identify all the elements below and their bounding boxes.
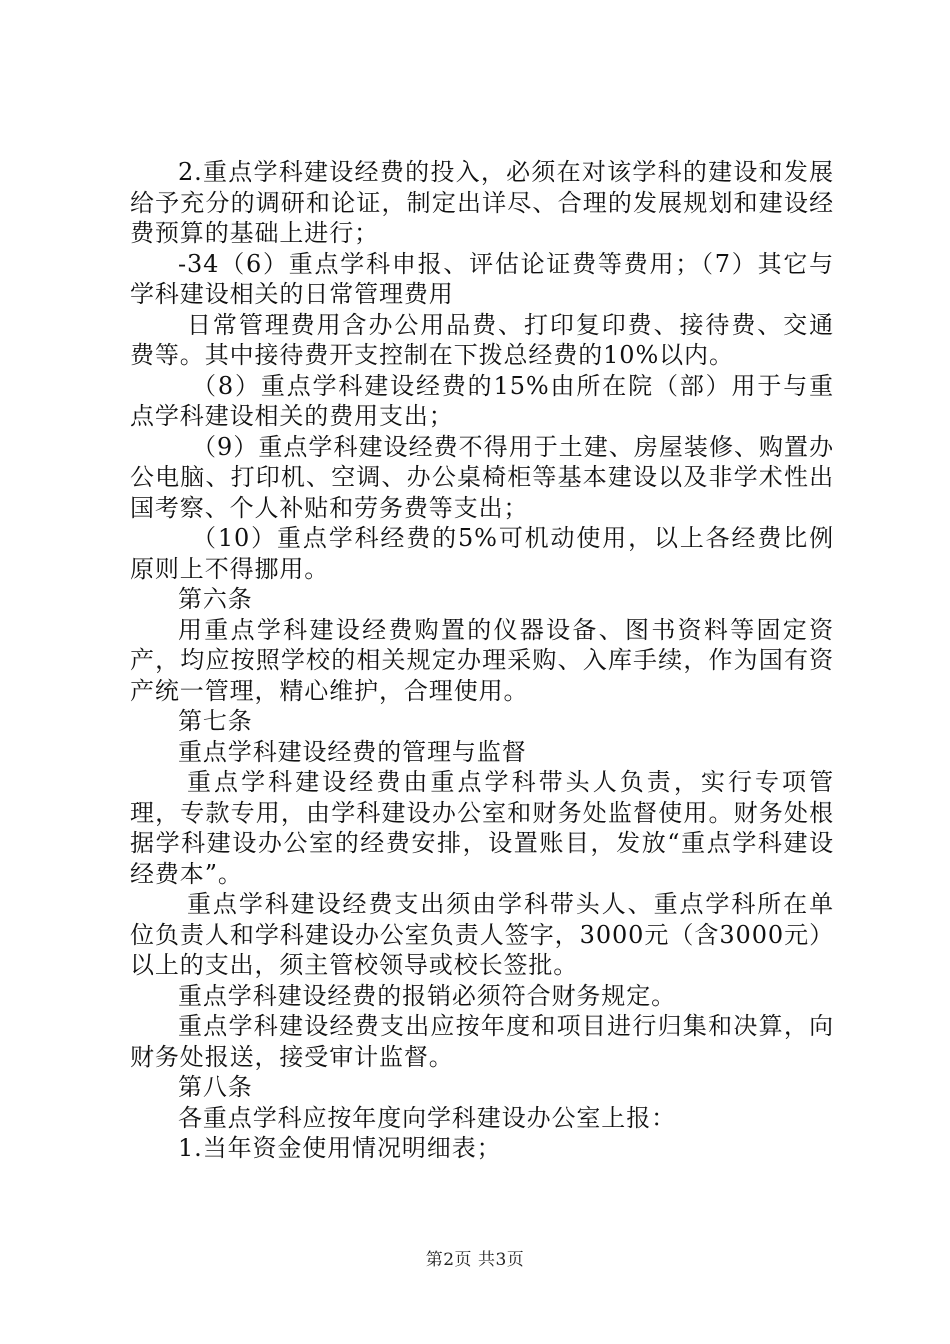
article-7-heading: 第七条 — [178, 707, 253, 735]
paragraph-item-10: （10）重点学科经费的5%可机动使用，以上各经费比例原则上不得挪用。 — [130, 524, 834, 583]
paragraph-item-8: （8）重点学科建设经费的15%由所在院（部）用于与重点学科建设相关的费用支出； — [130, 371, 834, 430]
paragraph-expenditure-approval: 重点学科建设经费支出须由学科带头人、重点学科所在单位负责人和学科建设办公室负责人签字，3000元（含3000元）以上的支出，须主管校领导或校长签批。 — [130, 890, 834, 979]
page-footer: 第2页 共3页 — [425, 1250, 525, 1270]
paragraph-item-9: （9）重点学科建设经费不得用于土建、房屋装修、购置办公电脑、打印机、空调、办公桌椅柜等基本建设以及非学术性出国考察、个人补贴和劳务费等支出； — [130, 432, 834, 522]
paragraph-fund-responsibility: 重点学科建设经费由重点学科带头人负责，实行专项管理，专款专用，由学科建设办公室和财务处监督使用。财务处根据学科建设办公室的经费安排，设置账目，发放“重点学科建设经费本”。 — [130, 768, 834, 888]
paragraph-annual-report: 各重点学科应按年度向学科建设办公室上报： — [178, 1103, 676, 1132]
paragraph-items-6-7-fees: -34（6）重点学科申报、评估论证费等费用；（7）其它与学科建设相关的日常管理费用 — [130, 249, 834, 308]
paragraph-daily-management-fees: 日常管理费用含办公用品费、打印复印费、接待费、交通费等。其中接待费开支控制在下拨总经费的10%以内。 — [130, 310, 834, 369]
paragraph-item-2-funding-input: 2.重点学科建设经费的投入，必须在对该学科的建设和发展给予充分的调研和论证，制定出详尽、合理的发展规划和建设经费预算的基础上进行； — [130, 158, 834, 247]
article-7-title: 重点学科建设经费的管理与监督 — [178, 737, 527, 766]
paragraph-report-item-1: 1.当年资金使用情况明细表； — [178, 1134, 502, 1162]
document-body — [130, 157, 834, 1164]
paragraph-fixed-assets: 用重点学科建设经费购置的仪器设备、图书资料等固定资产，均应按照学校的相关规定办理采购、入库手续，作为国有资产统一管理，精心维护，合理使用。 — [130, 615, 834, 705]
article-6-heading: 第六条 — [178, 585, 253, 613]
paragraph-annual-settlement: 重点学科建设经费支出应按年度和项目进行归集和决算，向财务处报送，接受审计监督。 — [130, 1012, 834, 1071]
paragraph-reimbursement: 重点学科建设经费的报销必须符合财务规定。 — [178, 981, 676, 1010]
article-8-heading: 第八条 — [178, 1073, 253, 1101]
